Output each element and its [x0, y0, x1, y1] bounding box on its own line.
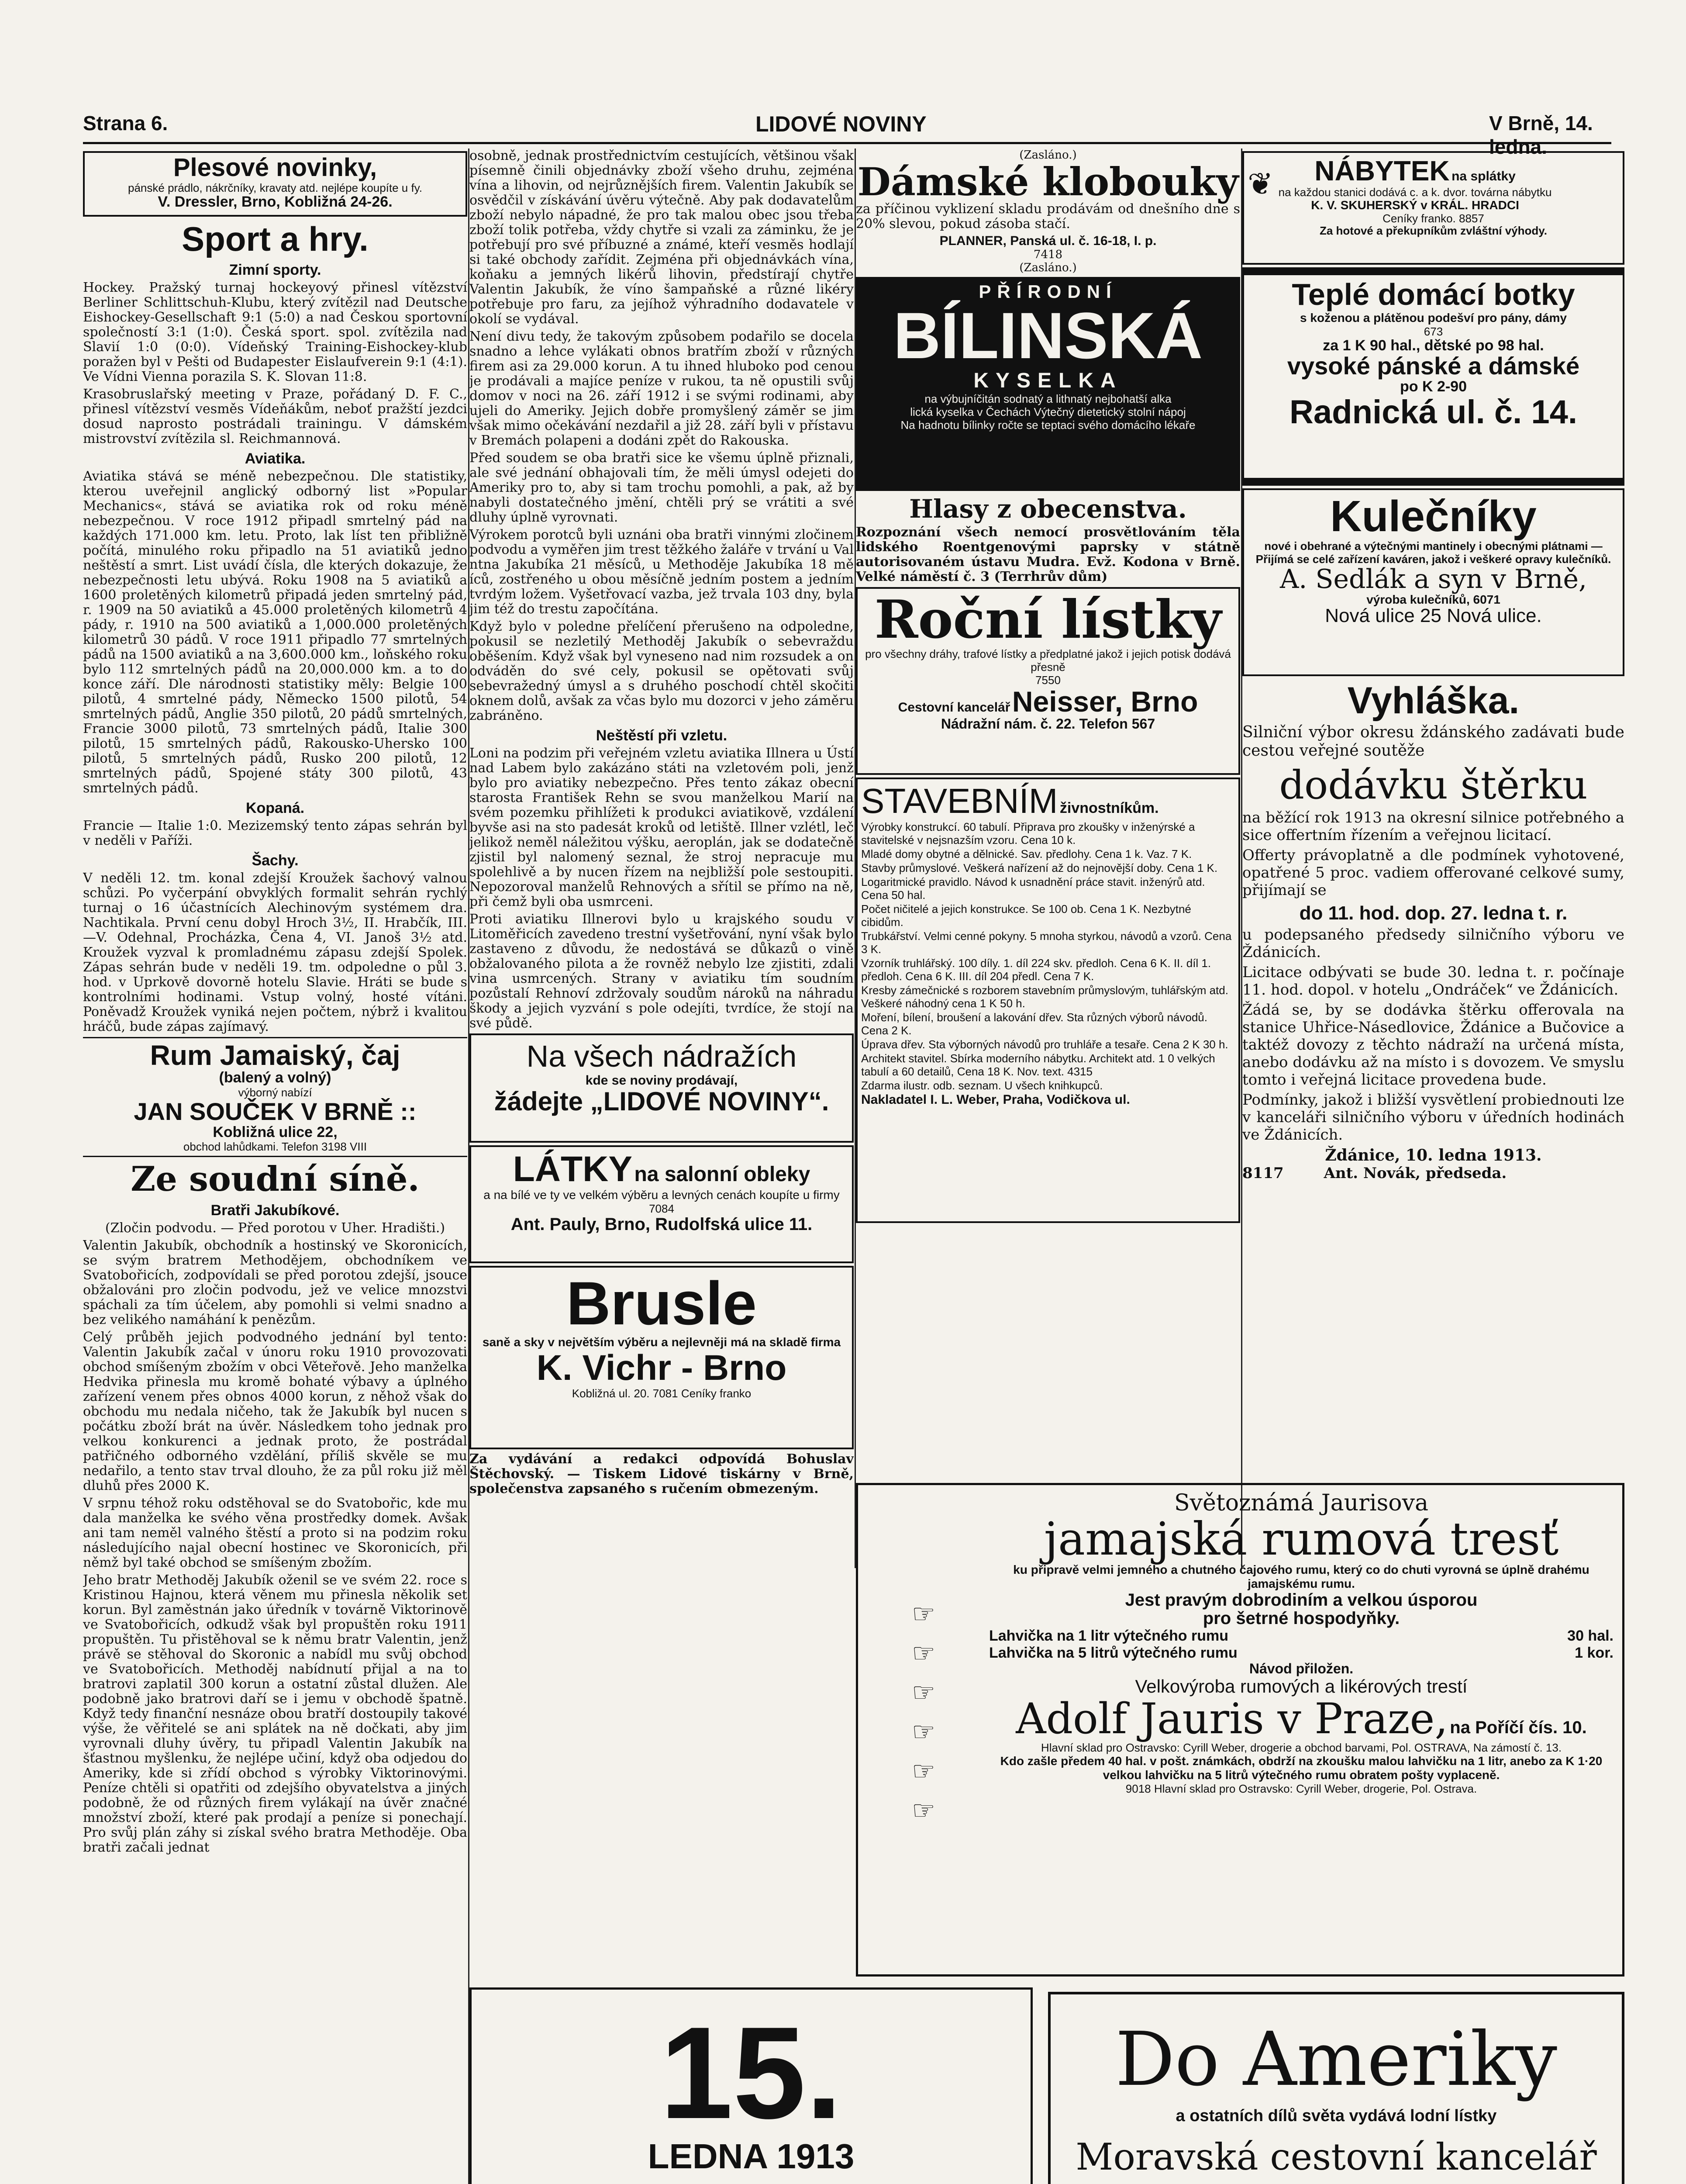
eagle-crest-icon: ❦	[1248, 167, 1273, 201]
ad-item: Architekt stavitel. Sbírka moderního nábytku. Architekt atd. 1 0 velkých tabulí a 60 detailů, Cena 18 K. Nov. text. 4315	[861, 1051, 1215, 1078]
ad-line: na výbujníčitán sodnatý a lithnatý nejbohatší alka	[924, 392, 1172, 405]
article-paragraph: Jeho bratr Methoděj Jakubík oženil se ve svém 22. roce s Kristinou Hajnou, která věnem mu přinesla několik set korun. Byl zaměstnán jako úředník v továrně Viktorinově ve Svatobořicích, odkudž však byl propuštěn roku 1911 propuštěn. Tu přistěhoval se k němu bratr Valentin, jenž právě se stěhoval do Skoronic a nabídl mu svůj obchod ve Svatobořicích. Methoděj nabídnutí přijal a na to bratrovi zaplatil 300 korun a ostatní zůstal dlužen. Ale podobně jako bratrovi daří se i jemu v obchodě špatně. Když tedy finanční nesnáze obou bratří dostoupily takové výše, že věřitelé se ani splátek na ně dočkati, aby jim vyrovnali dluhy úvěry, tu připadl Valentin Jakubík na šťastnou myšlenku, že nejlépe učiní, když oba odjedou do Ameriky, kde si zřídí obchod s výrobky Viktorinovými. Peníze chtěli si opatřiti od zdejšího obyvatelstva a jiných podobně, že od různých firem vylákají na úvěr značné množství zboží, které pak prodají a peníze si ponechají. Pro svůj plán záhy si získal svého bratra Methoděje. Oba bratři začali jednat	[83, 1572, 467, 1856]
ad-plesove-novinky	[83, 151, 467, 217]
ad-number: 8857	[1459, 211, 1484, 225]
ad-number: 7418	[1033, 248, 1063, 261]
ad-title: BÍLINSKÁ	[893, 298, 1203, 372]
ad-number: 6071	[1473, 593, 1500, 606]
issue-date: V Brně, 14. ledna.	[1489, 112, 1593, 158]
divider	[83, 1037, 467, 1038]
ad-line: pro šetrné hospodyňky.	[1203, 1608, 1400, 1628]
ad-footer: Nakladatel I. L. Weber, Praha, Vodičkova ul.	[861, 1092, 1130, 1107]
subheading-bratri-jakubikove: Bratři Jakubíkové.	[210, 1202, 340, 1219]
article-paragraph: Loni na podzim při veřejném vzletu aviatika Illnera u Ústí nad Labem bylo zakázáno státi na vzletovém poli, jenž bylo pro aviatiky nebezpečno. Přes tento zákaz obecní starosta František Rehn se svou manželkou Marií na svém pozemku přihlížeti k produkci aviatikově, vzdálení byvše asi na sto padesát kroků od letiště. Illner vzlétl, leč jelikož neměl náležitou výšku, aeroplán, jak se dodatečně zjistil byl nalomený seznal, že stroj nepracuje mu spolehlivě a by nucen řízem na nejbližší pole sestoupiti. Nepozoroval manželů Rehnových a sřítil se přímo na ně, při čemž byli oba usmrceni.	[469, 746, 854, 909]
ad-subtitle: KYSELKA	[973, 369, 1123, 393]
article-meta: (Zločin podvodu. — Před porotou v Uher. Hradišti.)	[105, 1220, 445, 1236]
ad-rocni-listky	[856, 587, 1240, 775]
subheading-nestesti: Neštěstí při vzletu.	[596, 727, 727, 744]
column-4	[1242, 149, 1624, 1568]
imprint: Za vydávání a redakci odpovídá Bohuslav Štěchovský. — Tiskem Lidové tiskárny v Brně, společenstva zapsaného s ručením obmezeným.	[469, 1451, 854, 1496]
ad-name: K. V. SKUHERSKÝ v KRÁL. HRADCI	[1311, 198, 1519, 212]
ad-line: s koženou a plátěnou podešví pro pány, dámy	[1300, 311, 1567, 325]
subheading-aviatika: Aviatika.	[245, 450, 306, 467]
masthead-title: LIDOVÉ NOVINY	[755, 112, 927, 136]
ad-name: K. Vichr - Brno	[536, 1348, 787, 1388]
ad-line: Ceníky franko.	[1383, 211, 1456, 225]
article-paragraph: osobně, jednak prostřednictvím cestujících, většinou však písemně činili objednávky zboží všeho druhu, zejména vína a lihovin, od nejrůznějších firem. Valentin Jakubík se osvědčil v získávání úvěru výtečně. Aby pak dodavatelům zboží nebylo nápadné, že pro tak malou obec jsou třeba zboží tolik potřeba, vždy chytře si vzali za záminku, že je potřebují pro své příbuzné a známé, kteří vesměs hodlají si také obchody zařídit. Zejména při objednávkách vína, koňaku a jemných likérů lihovin, předstírají chytře Valentin Jakubík, že víno šampaňské a různé likéry potřebuje pro faru, za jejíhož výhradního dodavatele v okolí se vydával.	[469, 149, 854, 327]
ad-item: Logaritmické pravidlo. Návod k usnadnění práce stavit. inženýrů atd. Cena 50 hal.	[861, 875, 1205, 902]
page-number: Strana 6.	[83, 112, 168, 135]
ad-title: NÁBYTEK	[1314, 155, 1450, 187]
article-paragraph: Není divu tedy, že takovým způsobem podařilo se docela snadno a lehce vylákati obnos bratřím zboží v různých firem asi za 29.000 korun. A tu ihned hluboko pod cenou je prodávali a majíce peníze v rukou, ta ně opustili svůj domov v noci na 26. září 1912 i se svými rodinami, aby ujeli do Ameriky. Jejich dobře promyšlený záměr se jim však mimo očekávání nezdařil a již 28. září byli v přístavu v Bremách polapeni a dodáni zpět do Rakouska.	[469, 329, 854, 448]
ad-footer: obchod lahůdkami. Telefon 3198 VIII	[183, 1140, 367, 1154]
ad-title-2: na salonní obleky	[634, 1163, 810, 1186]
section-title-sport: Sport a hry.	[182, 220, 369, 258]
ad-number: 7081	[652, 1387, 678, 1400]
ad-subtitle: pánské prádlo, nákrčníky, kravaty atd. nejlépe koupíte u fy.	[128, 181, 422, 194]
ad-title: Na všech nádražích	[526, 1039, 797, 1073]
ad-rum-soucek	[83, 1041, 467, 1153]
vyhlaska-paragraph: u podepsaného předsedy silničního výboru ve Ždánicích.	[1242, 926, 1624, 961]
ad-address: Ant. Pauly, Brno, Rudolfská ulice 11.	[510, 1215, 813, 1234]
ad-name: JAN SOUČEK V BRNĚ ::	[134, 1097, 417, 1125]
loterie-day: 15.	[660, 1999, 842, 2146]
column-3	[856, 149, 1240, 1568]
vyhlaska-paragraph: Licitace odbývati se bude 30. ledna t. r. počínaje 11. hod. dopol. v hotelu „Ondráček“ ve Ždánicích.	[1242, 964, 1624, 999]
price-value: 30 hal.	[1567, 1627, 1614, 1644]
article-paragraph: Před soudem se oba bratři sice ke všemu úplně přiznali, ale své jednání obhajovali tím, že měli úmysl odejeti do Ameriky pro to, aby si tam trochu pomohli, a pak, až by nabyli dostatečného jmění, chtěli prý se vrátiti a své dluhy úplně vyrovnati.	[469, 450, 854, 525]
ad-number: 7550	[1035, 673, 1061, 687]
ad-address: Kobližná ulice 22,	[213, 1123, 338, 1140]
ad-kulecniky	[1242, 488, 1624, 676]
ad-item: Úprava dřev. Sta výborných návodů pro truhláře a tesaře. Cena 2 K 30 h.	[861, 1037, 1228, 1051]
ad-damske-klobouky	[856, 159, 1240, 261]
divider	[83, 1156, 467, 1157]
ad-body: a na bílé ve ty ve velkém výběru a levných cenách koupíte u firmy	[483, 1188, 840, 1202]
hlasy-text: Rozpoznání všech nemocí prosvětlováním těla lidského Roentgenovými paprsky v státně autorisovaném ústavu Mudra. Evž. Kodona v Brně. Velké náměstí č. 3 (Terrhrův dům)	[856, 524, 1240, 584]
ad-body: nové i obehrané a výtečnými mantinely i obecnými plátnami — Přijímá se celé zařízení kaváren, jakož i veškeré opravy kulečníků.	[1255, 539, 1611, 566]
ad-title: jamajská rumová tresť	[1044, 1512, 1559, 1565]
ad-line: lická kyselka v Čechách Výtečný dietetický stolní nápoj	[910, 405, 1186, 418]
ad-name: Adolf Jauris v Praze,	[1016, 1694, 1448, 1744]
article-hockey: Hockey. Pražský turnaj hockeyový přinesl vítězství Berliner Schlittschuh-Klubu, který zvítězil nad Deutsche Eishockey-Gesellschaft 9:1 (5:0) a nad Českou sportovní společností 3:1 (1:0). Česká sport. spol. zvítězila nad Slavií 1:0 (0:0). Vídeňský Training-Eishockey-klub poražen byl v Pešti od Budapester Eislaufverein 9:1 (4:1). Ve Vídni Vienna porazila S. K. Slovan 11:8.	[83, 280, 467, 384]
ad-address: Nová ulice 25 Nová ulice.	[1325, 605, 1542, 627]
ad-item: Vzorník truhlářský. 100 díly. 1. díl 224 skv. předloh. Cena 6 K. II. díl 1. předloh. Cena 6 K. III. díl 204 předl. Cena 7 K.	[861, 956, 1211, 983]
ad-line: výborný nabízí	[238, 1085, 312, 1099]
article-paragraph: Když bylo v poledne přelíčení přerušeno na odpoledne, pokusil se nezletilý Methoděj Jakubík o sebevraždu oběšením. Když však byl vyneseno nad nim rozsudek a on odváděn do své cely, pokusil se opětovati svůj sebevražedný úmysl a s druhého poschodí chtěl skočiti oknem dolů, avšak za včas bylo mu dozorci v jeho záměru zabráněno.	[469, 619, 854, 723]
ad-name: Moravská cestovní kancelář	[1076, 2136, 1597, 2179]
ad-number: 673	[1424, 325, 1443, 338]
ad-address: V. Dressler, Brno, Kobližná 24-26.	[158, 193, 393, 210]
ad-line: kde se noviny prodávají,	[585, 1073, 738, 1088]
vyhlaska-signature: Ant. Novák, předseda.	[1324, 1165, 1507, 1182]
ad-latky	[469, 1145, 854, 1263]
vyhlaska-intro: Silniční výbor okresu ždánského zadávati bude cestou veřejné soutěže	[1242, 723, 1624, 760]
ad-line: ku připravě velmi jemného a chutného čajového rumu, který co do chuti vyrovná se úplně drahému jamajskému rumu.	[1013, 1562, 1589, 1590]
vyhlaska-number: 8117	[1242, 1165, 1284, 1182]
ad-item: Výrobky konstrukcí. 60 tabulí. Připrava pro zkoušky v inženýrské a stavitelské v nejsnazším vzoru. Cena 10 k.	[861, 820, 1195, 847]
section-title-soudni-sin: Ze soudní síně.	[131, 1159, 420, 1199]
ad-number: 7084	[649, 1202, 674, 1216]
ad-address: PLANNER, Panská ul. č. 16-18, I. p.	[939, 234, 1157, 249]
ad-body: pro všechny dráhy, trafové lístky a předplatné jakož i jejich potisk dodává přesně	[865, 647, 1231, 674]
ad-line: Hlavní sklad pro Ostravsko: Cyrill Weber, drogerie a obchod barvami, Pol. OSTRAVA, Na zámostí č. 13.	[1041, 1741, 1562, 1755]
ad-title: Plesové novinky,	[173, 153, 377, 182]
ad-teple-botky	[1242, 267, 1624, 486]
ad-item: Zdarma ilustr. odb. seznam. U všech knihkupců.	[861, 1078, 1103, 1092]
ad-number: 9018	[1125, 1782, 1151, 1796]
price-label: Lahvička na 1 litr výtečného rumu	[989, 1627, 1228, 1644]
vyhlaska-paragraph: Podmínky, jakož i bližší vysvětlení probiednouti lze v kanceláři silničního výboru v úředních hodinách ve Ždánicích.	[1242, 1091, 1624, 1144]
article-krasobrusleni: Krasobruslařský meeting v Praze, pořádaný D. F. C., přinesl vítězství vesměs Vídeňákům, neboť pražští jezdci dosud naprosto postrádali trainingu. V dámském mistrovství zvítězila sl. Reichmannová.	[83, 387, 467, 446]
subheading-sachy: Šachy.	[252, 852, 299, 869]
ad-title: Teplé domácí botky	[1292, 277, 1575, 311]
ad-item: Stavby průmyslové. Veškerá nařízení až do nejnovější doby. Cena 1 K.	[861, 861, 1218, 874]
ad-line: výroba kulečníků,	[1366, 593, 1470, 606]
ad-name: Neisser, Brno	[1012, 685, 1198, 718]
ad-title-2: živnostníkům.	[1059, 799, 1159, 816]
ad-item: Počet ničitelé a jejich konstrukce. Se 100 ob. Cena 1 K. Nezbytné cibidům.	[861, 902, 1191, 929]
article-kopana: Francie — Italie 1:0. Mezizemský tento zápas sehrán byl v neděli v Paříži.	[83, 818, 467, 848]
ad-footer: Ceníky franko	[681, 1387, 752, 1400]
subheading-zimni-sporty: Zimní sporty.	[229, 262, 321, 278]
ad-top: PŘÍRODNÍ	[979, 281, 1117, 302]
zaslano-label: (Zasláno.)	[1019, 261, 1077, 274]
ad-title: Roční lístky	[874, 588, 1222, 650]
vyhlaska-paragraph: Offerty právoplatně a dle podmínek vyhotovené, opatřené 5 proc. vadiem offerované celkové sumy, přijímají se	[1242, 847, 1624, 899]
subheading-kopana: Kopaná.	[245, 800, 305, 816]
ad-loterie	[469, 1987, 1033, 2184]
ad-line: po K 2-90	[1400, 378, 1467, 395]
vyhlaska-paragraph: na běžící rok 1913 na okresní silnice potřebného a sice offertním řízením a veřejnou licitací.	[1242, 809, 1624, 844]
ad-title: Do Ameriky	[1115, 2016, 1557, 2103]
ad-do-ameriky	[1048, 1992, 1624, 2184]
article-paragraph: Valentin Jakubík, obchodník a hostinský ve Skoronicích, se svým bratrem Methodějem, obchodníkem ve Svatobořicích, zodpovídali se před porotou zdejší, jsouce obžalováni pro zločin podvodu, jež ve velice mnozstvi spáchali za tím účelem, aby pomohli si velmi snadno a bez velikého namáhání k penězům.	[83, 1238, 467, 1328]
vyhlaska-paragraph: Žádá se, by se dodávka štěrku offerovala na stanice Uhřice-Násedlovice, Ždánice a Bučovice a taktéž dovozy z těchto nádraží na určená místa, anebo dodávku až na místo i s dovozem. Ve smyslu tomto i veřejná licitace provedena bude.	[1242, 1001, 1624, 1089]
article-aviatika: Aviatika stává se méně nebezpečnou. Dle statistiky, kterou uveřejnil anglický odborný list »Popular Mechanics«, stává se aviatika rok od roku méně nebezpečnou. V roce 1912 připadl smrtelný pád na každých 171.000 km. letu. Proto, lak líst ten přibližně počítá, minulého roku připadlo na 51 aviatiků jedno neštěstí a smrt. List uvádí čísla, dle kterých dokazuje, že nebezpečnosti letu ubývá. Roku 1908 na 5 aviatiků a 1600 proletěných kilometrů připadá jeden smrtelný pád, r. 1909 na 50 aviatiků a 45.000 proletěných kilometrů 4 pády, r. 1910 na 500 aviatiků a 1,000.000 proletěných kilometrů 30 pádů. V roce 1911 připadlo 77 smrtelných pádů na 1500 aviatiků a na 3,600.000 km., loňského roku bylo 112 smrtelných pádů na 20,000.000 km. a to do konce září. Dle národnosti statistiky měly: Belgie 100 pilotů, 4 smrtelné pády, Německo 1500 pilotů, 54 smrtelných pádů, Anglie 350 pilotů, 20 pádů smrtelných, Francie 3000 pilotů, 73 smrtelných pádů, Italie 300 pilotů, 15 smrtelných pádů, Rakousko-Uhersko 100 pilotů, 5 smrtelných pádů, Rusko 200 pilotů, 12 smrtelných pádů, Spojené státy 300 pilotů, 43 smrtelných pádů.	[83, 469, 467, 796]
ad-jauris-rumova-trest	[856, 1483, 1624, 1977]
ad-address: na Poříčí čís. 10.	[1450, 1718, 1587, 1738]
ad-title: Dámské klobouky	[857, 159, 1239, 204]
ad-body: za příčinou vyklizení skladu prodávám od dnešního dne s 20% slevou, pokud zásoba stačí.	[856, 201, 1240, 232]
ad-line: za 1 K 90 hal., dětské po 98 hal.	[1323, 337, 1544, 354]
ad-item-list	[861, 820, 1235, 1092]
ad-title: LÁTKY	[513, 1149, 633, 1189]
zaslano-label: (Zasláno.)	[1019, 149, 1077, 162]
ad-line: Hlavní sklad pro Ostravsko: Cyrill Weber, drogerie, Pol. Ostrava.	[1154, 1782, 1477, 1796]
ad-stavebnim	[856, 778, 1240, 1223]
ad-title: Kulečníky	[1330, 492, 1537, 541]
ad-line: Na hadnotu bílinky ročte se teptaci svého domácího lékaře	[900, 418, 1196, 432]
ad-line: Za hotové a překupníkům zvláštní výhody.	[1319, 224, 1548, 237]
ad-item: Trubkářství. Velmi cenné pokyny. 5 mnoha styrkou, návodů a vzorů. Cena 3 K.	[861, 929, 1232, 956]
ad-item: Kresby zámečnické s rozborem stavebním průmyslovým, tuhlářským atd. Veškeré náhodný cena 1 K 50 h.	[861, 983, 1228, 1010]
article-paragraph: Výrokem porotců byli uznáni oba bratři vinnými zločinem podvodu a vyměřen jim trest těžkého žaláře v trvání u Val ntna Jakubíka 21 měsíců, u Methoděje Jakubíka 18 mě íců, zostřeného u obou měsíčně jedním postem a jedním tvrdým ložem. Vyšetřovací vazba, jež trvala 103 dny, byla jim též do trestu započítána.	[469, 527, 854, 617]
ad-body: saně a sky v největším výběru a nejlevněji má na skladě firma	[482, 1335, 841, 1349]
ad-line: vysoké pánské a dámské	[1287, 352, 1580, 380]
ad-label: Cestovní kancelář	[898, 700, 1010, 715]
ad-line: na každou stanici dodává c. a k. dvor. továrna nábytku	[1278, 186, 1552, 199]
ad-telephone: Telefon 567	[1079, 716, 1155, 732]
ad-item: Moření, bílení, broušení a lakování dřev. Sta různých výborů návodů. Cena 2 K.	[861, 1010, 1207, 1037]
ad-bilinska-kyselka	[856, 277, 1240, 491]
loterie-date: LEDNA 1913	[648, 2137, 855, 2176]
vyhlaska-place-date: Ždánice, 10. ledna 1913.	[1325, 1146, 1542, 1165]
vyhlaska-deadline: do 11. hod. dop. 27. ledna t. r.	[1299, 902, 1568, 924]
ad-address: Kobližná ul. 20.	[572, 1387, 650, 1400]
ad-line: Návod přiložen.	[1249, 1660, 1354, 1676]
ad-title: Rum Jamaiský, čaj	[150, 1040, 400, 1071]
article-sachy: V neděli 12. tm. konal zdejší Kroužek šachový valnou schůzi. Po vyčerpání obvyklých formalit sehrán rychlý turnaj o 16 účastnících Alechinovým systémem dra. Nachtikala. První cenu dobyl Hroch 3½, II. Hrabčík, III.—V. Odehnal, Procházka, Čena 4, VI. Janoš 3½ atd. Kroužek vyzval k promladnému zápasu zdejší Spolek. Zápas sehrán bude v neděli 19. tm. odpoledne o půl 3. hod. v Uprkově dovorně hotelu Slavie. Hráti se bude s kontrolními hodinami. Vstup volný, hosté vítáni. Poněvadž Kroužek vyniká nejen počtem, nýbrž i kvalitou hráčů, bude zápas zajímavý.	[83, 871, 467, 1034]
ad-nadrazi	[469, 1033, 854, 1143]
ad-line: žádejte „LIDOVÉ NOVINY“.	[494, 1086, 829, 1116]
ad-line: Velkovýroba rumových a likérových trestí	[1135, 1676, 1468, 1697]
ad-title: Brusle	[566, 1269, 757, 1337]
ad-name: A. Sedlák a syn v Brně,	[1279, 564, 1587, 594]
ad-subtitle: (balený a volný)	[219, 1069, 331, 1086]
ad-address: Radnická ul. č. 14.	[1289, 393, 1577, 431]
column-1	[83, 149, 467, 2184]
ad-address: Nádražní nám. č. 22.	[941, 716, 1076, 732]
ad-line: Jest pravým dobrodiním a velkou úsporou	[1125, 1590, 1478, 1610]
article-paragraph: V srpnu téhož roku odstěhoval se do Svatobořic, kde mu dala manželka ke svého věna prostředky domek. Avšak ani tam neměl valného štěstí a proto si na podzim roku následujícího najal obecní hostinec ve Skoronicích, při němž byl také obchod se smíšeným zbožím.	[83, 1496, 467, 1571]
ad-title: STAVEBNÍM	[861, 781, 1058, 820]
column-2	[469, 149, 854, 1568]
article-paragraph: Celý průběh jejich podvodného jednání byl tento: Valentin Jakubík začal v únoru roku 1910 provozovati obchod smíšeným zbožím v obci Věteřově. Jeho manželka Hedvika přinesla mu kromě bohaté výbavy a úplného zařízení venem přes obnos 4000 korun, z něhož však do obchodu mu nedala ničeho, tak že Jakubík byl nucen s počátku zboží brát na úvěr. Následkem toho jednak pro velkou konkurenci a jednak proto, že postrádal patřičného odborného vzdělání, příliš skvěle se mu nedařilo, a tento stav trval dlouho, že za půl roku již měl dluhů přes 2000 K.	[83, 1330, 467, 1494]
price-label: Lahvička na 5 litrů výtečného rumu	[989, 1644, 1238, 1661]
article-paragraph: Proti aviatiku Illnerovi bylo u krajského soudu v Litoměřicích zavedeno trestní vyšetřování, nyní však bylo zastaveno z důvodu, že nedostává se důkazů o vině obžalovaného pilota a že rovněž nebylo lze zjistiti, zdali vina usmrcených. Strany v aviatiku tím soudním pozůstalí Rehnoví zdržovaly soudům nároků na náhradu škody a jejich vyzvání s pole odejíti, tvrdíce, že stojí na své půdě.	[469, 912, 854, 1031]
ad-brusle	[469, 1266, 854, 1449]
ad-top: Světoznámá Jaurisova	[1174, 1490, 1428, 1516]
ad-nabytek	[1242, 151, 1624, 265]
price-value: 1 kor.	[1575, 1644, 1614, 1661]
header-rule	[83, 142, 1611, 144]
ad-line: Kdo zašle předem 40 hal. v pošt. známkách, obdrží na zkoušku malou lahvičku na 1 litr, anebo za K 1·20 velkou lahvičku na 5 litrů výtečného rumu obratem pošty vyplaceně.	[1000, 1754, 1603, 1782]
ad-line: na splátky	[1452, 169, 1516, 183]
ad-line: a ostatních dílů světa vydává lodní lístky	[1176, 2106, 1497, 2125]
vyhlaska-headline: dodávku štěrku	[1279, 762, 1588, 808]
section-title-hlasy: Hlasy z obecenstva.	[909, 494, 1187, 524]
ad-item: Mladé domy obytné a dělnické. Sav. předlohy. Cena 1 k. Vaz. 7 K.	[861, 847, 1192, 860]
pointing-hand-icon: ☞ ☞ ☞ ☞ ☞ ☞	[912, 1599, 935, 1825]
section-title-vyhlaska: Vyhláška.	[1347, 680, 1520, 722]
